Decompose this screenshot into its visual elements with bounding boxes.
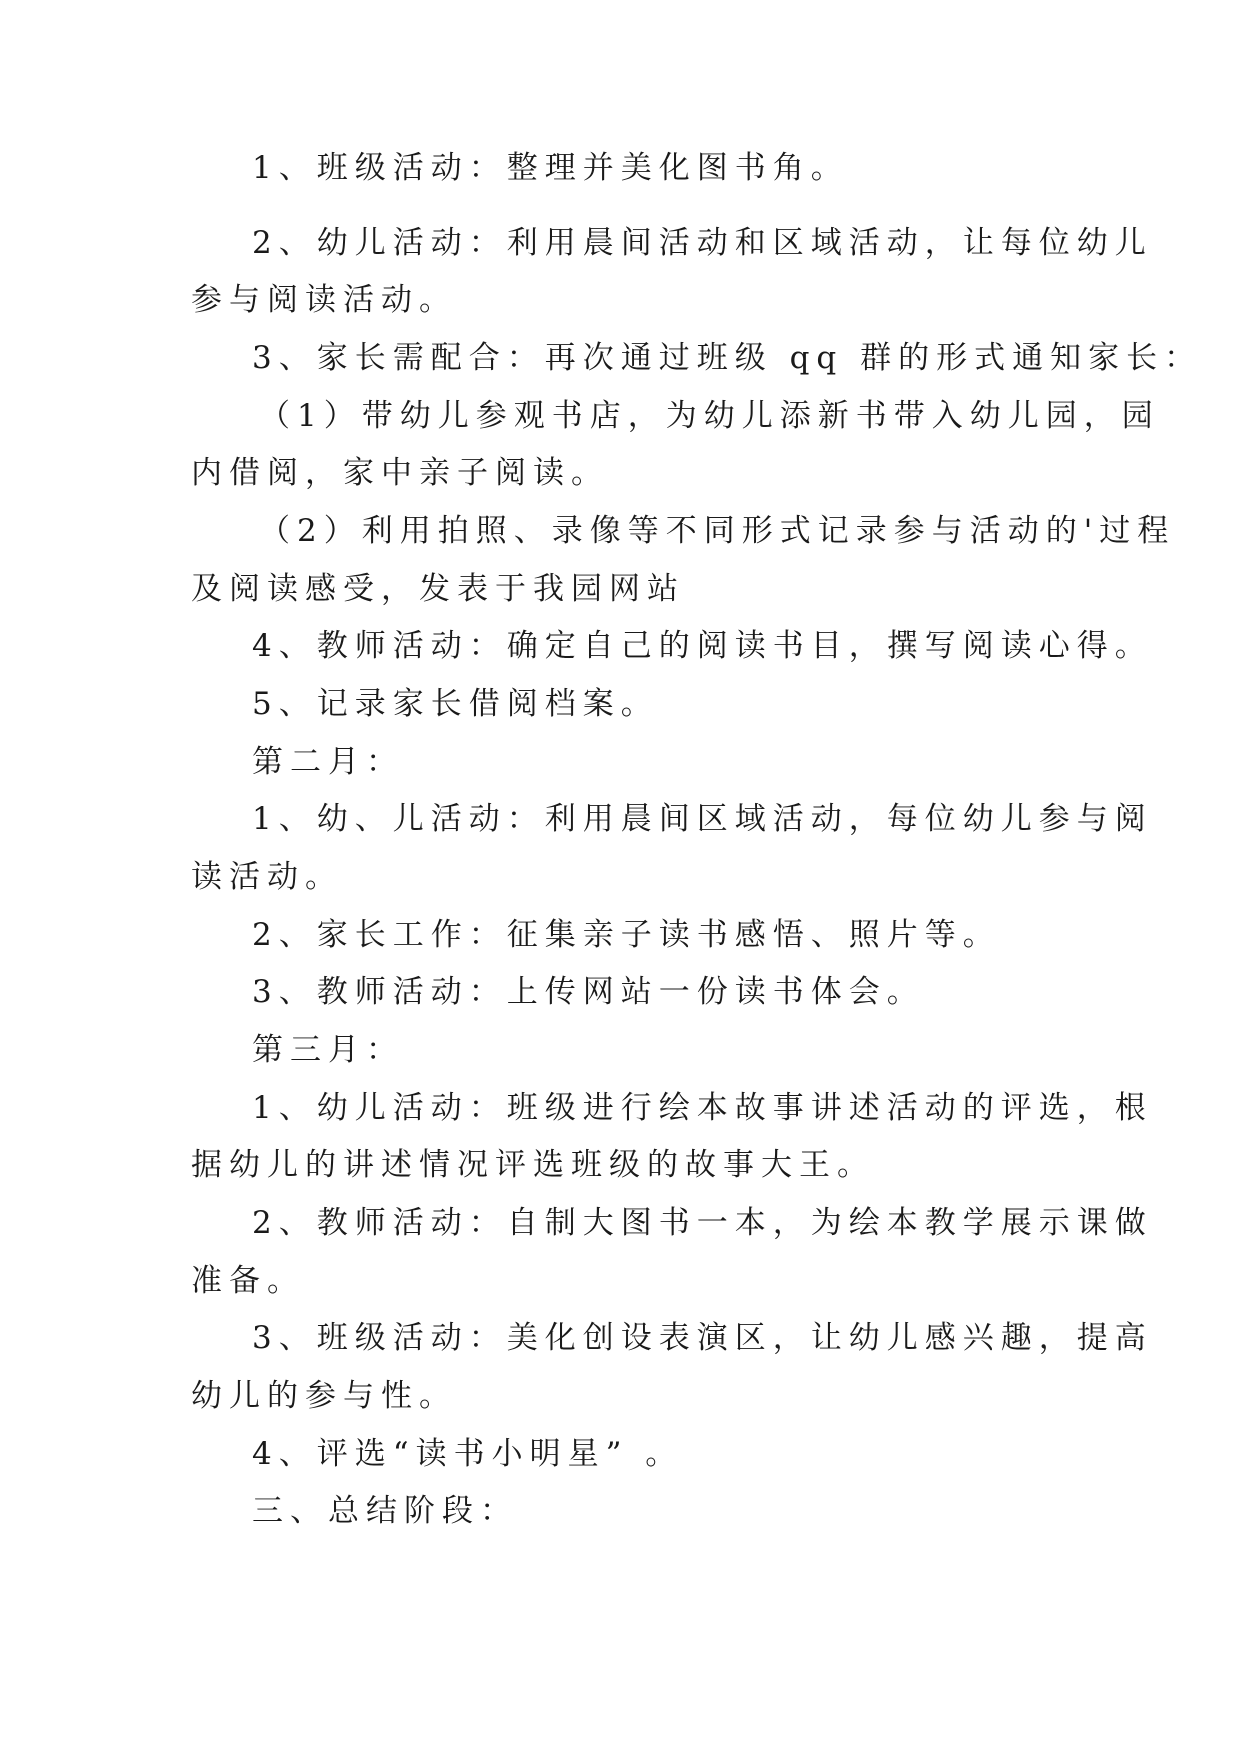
paragraph-line: 读活动。 xyxy=(191,859,343,895)
paragraph-line: 3、教师活动：上传网站一份读书体会。 xyxy=(252,974,925,1010)
paragraph-line: 3、班级活动：美化创设表演区，让幼儿感兴趣，提高 xyxy=(252,1320,1153,1356)
paragraph-line: 准备。 xyxy=(191,1263,305,1299)
paragraph-line: （2）利用拍照、录像等不同形式记录参与活动的'过程 xyxy=(259,513,1176,549)
paragraph-line: 1、幼儿活动：班级进行绘本故事讲述活动的评选，根 xyxy=(252,1090,1153,1126)
section-heading: 三、总结阶段： xyxy=(252,1493,518,1529)
paragraph-line: 1、幼、儿活动：利用晨间区域活动，每位幼儿参与阅 xyxy=(252,801,1153,837)
paragraph-line: 内借阅，家中亲子阅读。 xyxy=(191,455,609,491)
paragraph-line: 2、家长工作：征集亲子读书感悟、照片等。 xyxy=(252,917,1001,953)
paragraph-line: 及阅读感受，发表于我园网站 xyxy=(191,571,685,607)
paragraph-line: 2、幼儿活动：利用晨间活动和区域活动，让每位幼儿 xyxy=(252,225,1153,261)
paragraph-line: 参与阅读活动。 xyxy=(191,282,457,318)
paragraph-line: 4、教师活动：确定自己的阅读书目，撰写阅读心得。 xyxy=(252,628,1153,664)
section-heading: 第二月： xyxy=(252,744,404,780)
section-heading: 第三月： xyxy=(252,1032,404,1068)
paragraph-line: 4、评选“读书小明星” 。 xyxy=(252,1436,684,1472)
paragraph-line: 2、教师活动：自制大图书一本，为绘本教学展示课做 xyxy=(252,1205,1153,1241)
paragraph-line: 5、记录家长借阅档案。 xyxy=(252,686,659,722)
paragraph-line: 幼儿的参与性。 xyxy=(191,1378,457,1414)
paragraph-line: 据幼儿的讲述情况评选班级的故事大王。 xyxy=(191,1147,875,1183)
paragraph-line: （1）带幼儿参观书店，为幼儿添新书带入幼儿园，园 xyxy=(259,398,1160,434)
paragraph-line: 3、家长需配合：再次通过班级 qq 群的形式通知家长： xyxy=(252,340,1203,376)
paragraph-line: 1、班级活动：整理并美化图书角。 xyxy=(252,150,849,186)
